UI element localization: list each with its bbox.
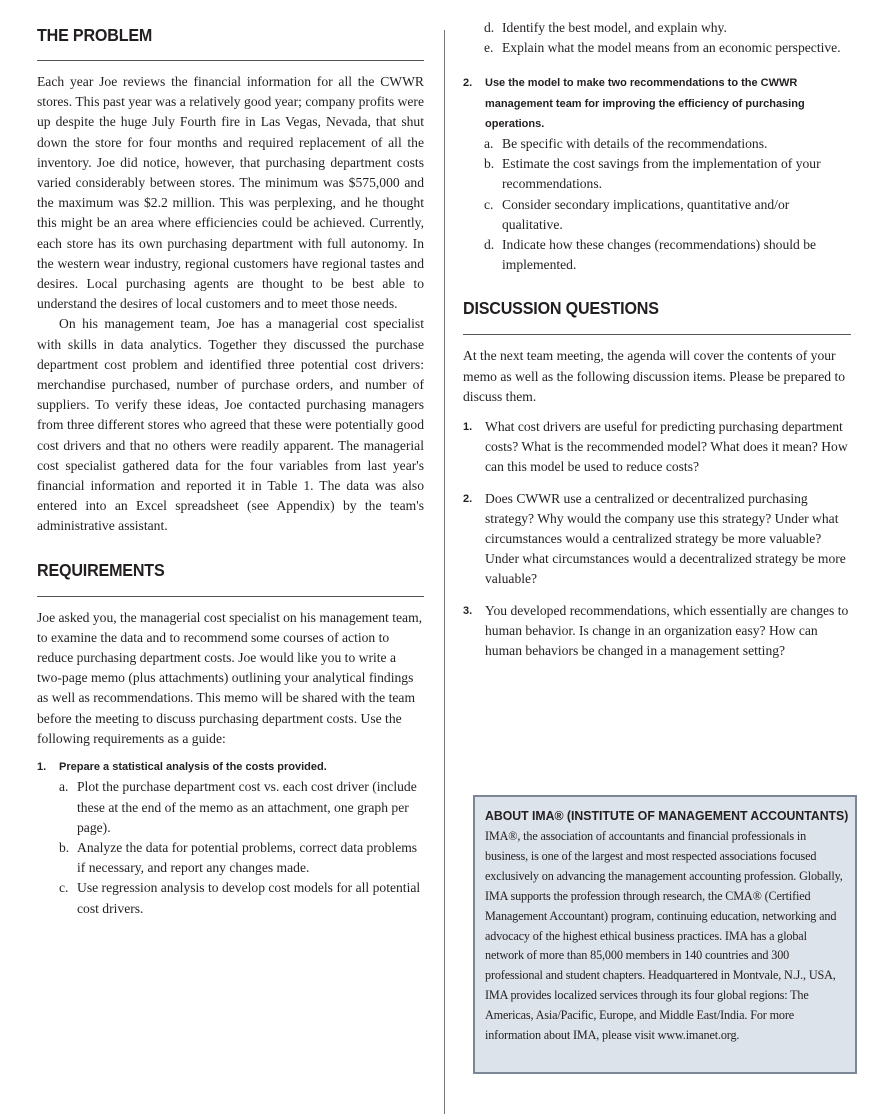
requirement-2a bbox=[463, 134, 851, 154]
requirement-1a-text: Plot the purchase department cost vs. each cost driver (include these at the end of the memo as an attachment, one graph per page). bbox=[77, 779, 417, 835]
problem-paragraph-1: Each year Joe reviews the financial information for all the CWWR stores. This past year was a relatively good year; company profits were up despite the huge July Fourth fire in Las Vegas, Nevada, that shut down the store for four months and required replacement of all the inventory. Joe did notice, however, that purchasing department costs varied considerably between stores. The minimum was $575,000 and the maximum was $2.2 million. This was perplexing, and he thought this might be an area where efficiencies could be achieved. Currently, each store has its own purchasing department with full autonomy. In the western wear industry, regional customers have regional tastes and desires. Local purchasing agents are thought to be best able to understand the desires of local customers and to meet those needs. bbox=[37, 74, 424, 312]
discussion-intro: At the next team meeting, the agenda will cover the contents of your memo as well as the following discussion items. Please be prepared to discuss them. bbox=[463, 348, 846, 404]
requirement-1e-text: Explain what the model means from an economic perspective. bbox=[502, 40, 841, 56]
requirement-item-1-number: 1. bbox=[37, 761, 47, 774]
requirement-2b bbox=[463, 154, 851, 194]
requirement-1b-letter: b. bbox=[59, 839, 70, 855]
discussion-heading: DISCUSSION QUESTIONS bbox=[463, 298, 659, 319]
requirement-1d-letter: d. bbox=[484, 20, 495, 35]
problem-heading: THE PROBLEM bbox=[37, 25, 153, 45]
right-column bbox=[463, 0, 851, 661]
requirement-2b-text: Estimate the cost savings from the implementation of your recommendations. bbox=[502, 156, 821, 192]
requirements-heading: REQUIREMENTS bbox=[37, 559, 165, 580]
requirement-1e bbox=[463, 38, 851, 58]
discussion-question-3-number: 3. bbox=[463, 604, 473, 617]
requirement-2d-text: Indicate how these changes (recommendations) should be implemented. bbox=[502, 237, 817, 273]
requirement-1d bbox=[463, 18, 851, 38]
requirement-item-2-title: Use the model to make two recommendations to the CWWR management team for improving the efficiency of purchasing operations. bbox=[485, 77, 805, 130]
requirement-1e-letter: e. bbox=[484, 40, 494, 56]
requirement-item-1 bbox=[37, 757, 424, 777]
discussion-question-1-text: What cost drivers are useful for predicting purchasing department costs? What is the recommended model? What does it mean? How can this model be used to reduce costs? bbox=[485, 419, 848, 475]
requirement-1b bbox=[37, 838, 424, 878]
requirement-1d-text: Identify the best model, and explain why. bbox=[502, 20, 727, 35]
requirement-2c-text: Consider secondary implications, quantitative and/or qualitative. bbox=[502, 196, 790, 232]
requirement-2c-letter: c. bbox=[484, 196, 494, 212]
requirement-2d-letter: d. bbox=[484, 237, 495, 253]
requirement-item-1-title: Prepare a statistical analysis of the costs provided. bbox=[59, 761, 327, 774]
about-ima-text: IMA®, the association of accountants and financial professionals in business, is one of the largest and most respected associations focused exclusively on advancing the management accounting profession. Globally, IMA supports the profession through research, the CMA® (Certified Management Accountant) program, continuing education, networking and advocacy of the highest ethical business practices. IMA has a global network of more than 85,000 members in 140 countries and 300 professional and student chapters. Headquartered in Montvale, N.J., USA, IMA provides localized services through its four global regions: The Americas, Asia/Pacific, Europe, and Middle East/India. For more information about IMA, please visit www.imanet.org. bbox=[485, 829, 843, 1043]
discussion-question-3 bbox=[463, 601, 851, 662]
requirement-2a-letter: a. bbox=[484, 136, 494, 152]
requirement-1b-text: Analyze the data for potential problems, correct data problems if necessary, and report any changes made. bbox=[77, 839, 418, 876]
requirement-item-2-number: 2. bbox=[463, 77, 473, 90]
problem-paragraph-2: On his management team, Joe has a managerial cost specialist with skills in data analytics. Together they discussed the purchase department cost problem and identified three potential cost drivers: merchandise purchased, number of purchase orders, and number of suppliers. To verify these ideas, Joe contacted purchasing managers from three different stores who agreed that these were potentially good cost drivers and that no others were readily apparent. The managerial cost specialist gathered data for the four variables from last year's financial information and reported it in Table 1. The data was also entered into an Excel spreadsheet (see Appendix) by the team's administrative assistant. bbox=[37, 316, 424, 534]
discussion-heading-rule bbox=[463, 334, 851, 335]
requirement-1c bbox=[37, 878, 424, 918]
about-ima-box bbox=[473, 795, 857, 1074]
discussion-question-1 bbox=[463, 417, 851, 478]
requirement-item-2 bbox=[463, 73, 851, 134]
requirement-2a-text: Be specific with details of the recommendations. bbox=[502, 136, 768, 152]
left-column bbox=[37, 0, 424, 919]
requirement-1a-letter: a. bbox=[59, 779, 69, 795]
column-divider bbox=[444, 30, 445, 1114]
problem-heading-rule bbox=[37, 60, 424, 61]
discussion-question-2-text: Does CWWR use a centralized or decentralized purchasing strategy? Why would the company use this strategy? Under what circumstances would a centralized strategy be more valuable? Under what circumstances would a decentralized strategy be more valuable? bbox=[485, 490, 846, 587]
requirements-intro: Joe asked you, the managerial cost specialist on his management team, to examine the data and to recommend some courses of action to reduce purchasing department costs. Joe would like you to write a two-page memo (plus attachments) outlining your analytical findings as well as recommendations. This memo will be shared with the team before the meeting to discuss purchasing department costs. Use the following requirements as a guide: bbox=[37, 609, 423, 746]
requirement-2d bbox=[463, 235, 851, 275]
about-ima-title: ABOUT IMA® (INSTITUTE OF MANAGEMENT ACCOUNTANTS) bbox=[485, 808, 849, 823]
requirement-1c-letter: c. bbox=[59, 880, 69, 896]
discussion-question-2 bbox=[463, 489, 851, 590]
requirement-1c-text: Use regression analysis to develop cost models for all potential cost drivers. bbox=[77, 880, 421, 916]
requirement-2c bbox=[463, 195, 851, 235]
requirements-heading-rule bbox=[37, 596, 424, 597]
discussion-question-2-number: 2. bbox=[463, 492, 473, 505]
discussion-question-3-text: You developed recommendations, which essentially are changes to human behavior. Is change in an organization easy? How can human behaviors be changed in a management setting? bbox=[485, 602, 849, 659]
requirement-1a bbox=[37, 777, 424, 838]
requirement-2b-letter: b. bbox=[484, 156, 495, 172]
discussion-question-1-number: 1. bbox=[463, 421, 473, 434]
